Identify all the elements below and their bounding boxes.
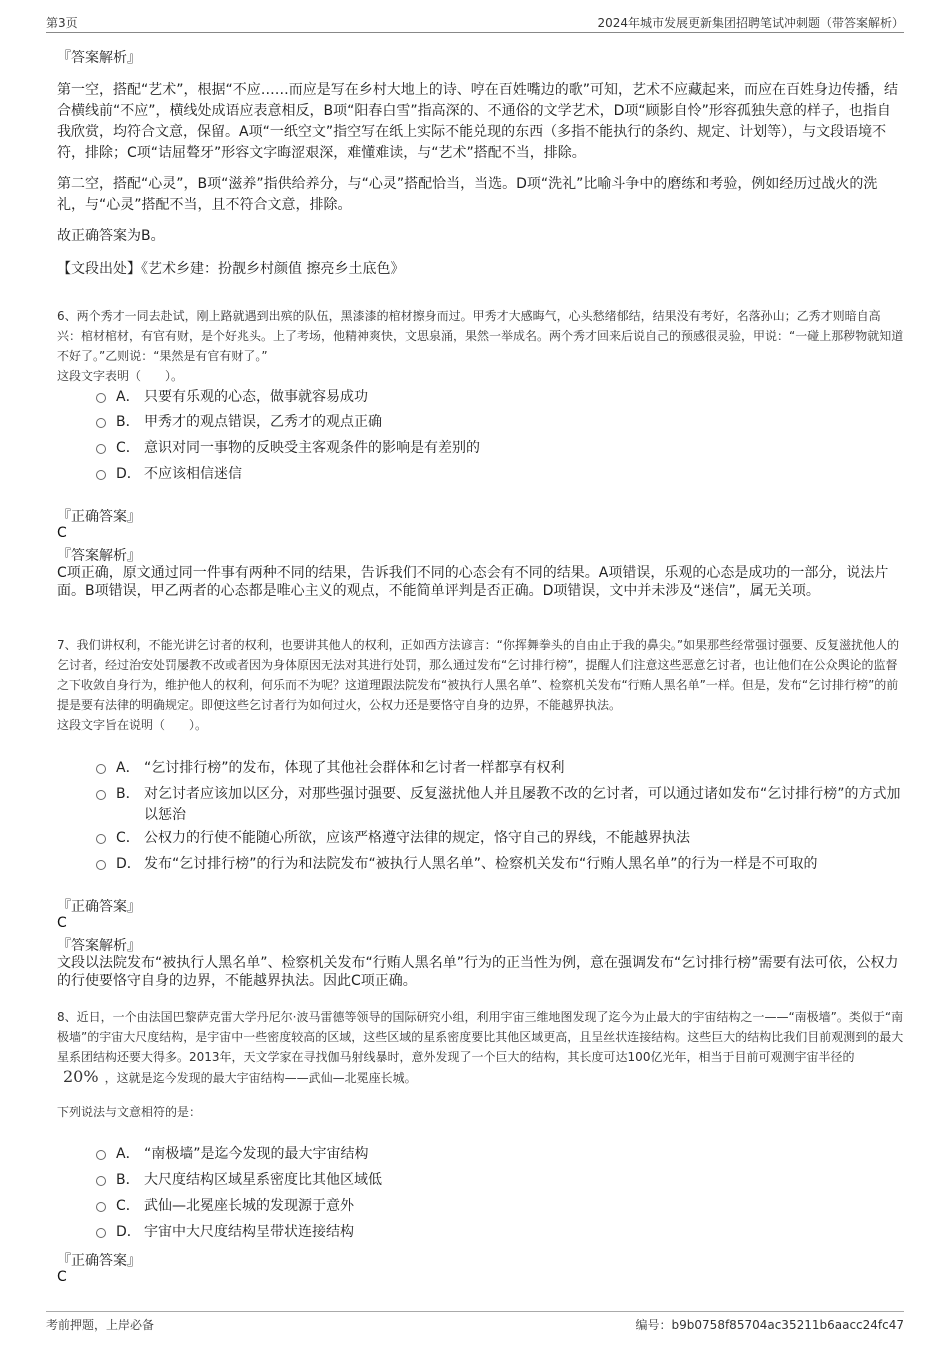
radio-icon[interactable] [96, 764, 106, 774]
q7-analysis-label: 『答案解析』 [57, 938, 141, 954]
footer-slogan: 考前押题，上岸必备 [46, 1318, 155, 1332]
radio-icon[interactable] [96, 860, 106, 870]
q6-option-a[interactable]: A． 只要有乐观的心态，做事就容易成功 [96, 387, 904, 408]
q8-option-b[interactable]: B． 大尺度结构区域星系密度比其他区域低 [96, 1170, 904, 1191]
radio-icon[interactable] [96, 1176, 106, 1186]
q6-option-d[interactable]: D． 不应该相信迷信 [96, 464, 904, 485]
q5-analysis-para2: 第二空，搭配“心灵”，B项“滋养”指供给养分，与“心灵”搭配恰当，当选。D项“洗礼”比喻斗争中的磨练和考验，例如经历过战火的洗礼，与“心灵”搭配不当，且不符合文意，排除。 [57, 176, 878, 213]
document-title: 2024年城市发展更新集团招聘笔试冲刺题（带答案解析） [597, 16, 904, 30]
q8-option-a[interactable]: A． “南极墙”是迄今发现的最大宇宙结构 [96, 1144, 904, 1165]
q6-analysis-label: 『答案解析』 [57, 548, 141, 564]
q7-analysis: 文段以法院发布“被执行人黑名单”、检察机关发布“行贿人黑名单”行为的正当性为例，意在强调发布“乞讨排行榜”需要有法可依，公权力的行使要恪守自身的边界，不能越界执法。因此C项正确。 [57, 955, 899, 989]
percent-value: 20% [63, 1067, 99, 1086]
q5-source: 【文段出处】《艺术乡建：扮靓乡村颜值 擦亮乡土底色》 [57, 261, 405, 277]
q8-answer-label: 『正确答案』 [57, 1253, 141, 1269]
q7-ask: 这段文字旨在说明（ ）。 [57, 718, 208, 732]
q6-answer: C [57, 525, 67, 541]
radio-icon[interactable] [96, 834, 106, 844]
q6-analysis: C项正确，原文通过同一件事有两种不同的结果，告诉我们不同的心态会有不同的结果。A项错误，乐观的心态是成功的一部分，说法片面。B项错误，甲乙两者的心态都是唯心主义的观点，不能简单评判是否正确。D项错误，文中并未涉及“迷信”，属无关项。 [57, 565, 889, 599]
q5-analysis-conclusion: 故正确答案为B。 [57, 228, 165, 244]
q5-analysis-label: 『答案解析』 [57, 50, 141, 66]
q6-stem-text: 6、两个秀才一同去赴试，刚上路就遇到出殡的队伍，黑漆漆的棺材擦身而过。甲秀才大感晦气，心头愁绪郁结，结果没有考好，名落孙山；乙秀才则暗自高兴：棺材棺材，有官有财，是个好兆头。上了考场，他精神爽快，文思泉涌，果然一举成名。两个秀才回来后说自己的预感很灵验，甲说：“一碰上那秽物就知道不好了。”乙则说：“果然是有官有财了。” [57, 309, 904, 363]
q6-answer-label: 『正确答案』 [57, 509, 141, 525]
radio-icon[interactable] [96, 1150, 106, 1160]
q8-answer: C [57, 1269, 67, 1285]
q6-option-c[interactable]: C． 意识对同一事物的反映受主客观条件的影响是有差别的 [96, 438, 904, 459]
page-header [46, 12, 904, 33]
q7-option-c[interactable]: C． 公权力的行使不能随心所欲，应该严格遵守法律的规定，恪守自己的界线，不能越界执法 [96, 828, 904, 849]
page-footer [46, 1311, 904, 1332]
q8-option-c[interactable]: C． 武仙—北冕座长城的发现源于意外 [96, 1196, 904, 1217]
q7-stem-text: 7、我们讲权利，不能光讲乞讨者的权利，也要讲其他人的权利，正如西方法谚言：“你挥舞拳头的自由止于我的鼻尖。”如果那些经常强讨强要、反复滋扰他人的乞讨者，经过治安处罚屡教不改或者因为身体原因无法对其进行处罚，那么通过发布“乞讨排行榜”，提醒人们注意这些恶意乞讨者，也让他们在公众舆论的监督之下收敛自身行为，维护他人的权利，何乐而不为呢？这道理跟法院发布“被执行人黑名单”、检察机关发布“行贿人黑名单”一样。但是，发布“乞讨排行榜”的前提是要有法律的明确规定。即便这些乞讨者行为如何过火，公权力还是要恪守自身的边界，不能越界执法。 [57, 638, 900, 712]
q7-option-a[interactable]: A． “乞讨排行榜”的发布，体现了其他社会群体和乞讨者一样都享有权利 [96, 758, 904, 779]
q5-analysis [57, 80, 904, 293]
q8-ask: 下列说法与文意相符的是： [57, 1105, 202, 1119]
document-id: 编号：b9b0758f85704ac35211b6aacc24fc47 [635, 1318, 904, 1332]
q6-stem [57, 306, 904, 386]
q7-answer: C [57, 915, 67, 931]
radio-icon[interactable] [96, 418, 106, 428]
radio-icon[interactable] [96, 790, 106, 800]
q8-stem-text: 8、近日，一个由法国巴黎萨克雷大学丹尼尔·波马雷德等领导的国际研究小组，利用宇宙三维地图发现了迄今为止最大的宇宙结构之一——“南极墙”。类似于“南极墙”的宇宙大尺度结构，是宇宙中一些密度较高的区域，这些区域的星系密度要比其他区域更高，且呈丝状连接结构。这些巨大的结构比我们目前观测到的最大星系团结构还要大得多。2013年，天文学家在寻找伽马射线暴时，意外发现了一个巨大的结构，其长度可达100亿光年，相当于目前可观测宇宙半径的20% ，这就是迄今发现的最大宇宙结构——武仙—北冕座长城。 [57, 1010, 904, 1086]
q7-answer-label: 『正确答案』 [57, 899, 141, 915]
q7-option-d[interactable]: D． 发布“乞讨排行榜”的行为和法院发布“被执行人黑名单”、检察机关发布“行贿人黑名单”的行为一样是不可取的 [96, 854, 904, 875]
q7-option-b[interactable]: B． 对乞讨者应该加以区分，对那些强讨强要、反复滋扰他人并且屡教不改的乞讨者，可以通过诸如发布“乞讨排行榜”的方式加以惩治 [96, 784, 904, 826]
radio-icon[interactable] [96, 1202, 106, 1212]
q5-analysis-para1: 第一空，搭配“艺术”，根据“不应……而应是写在乡村大地上的诗、哼在百姓嘴边的歌”可知，艺术不应藏起来，而应在百姓身边传播，结合横线前“不应”，横线处成语应表意相反，B项“阳春白雪”指高深的、不通俗的文学艺术，D项“顾影自怜”形容孤独失意的样子，也指自我欣赏，均符合文意，保留。A项“一纸空文”指空写在纸上实际不能兑现的东西（多指不能执行的条约、规定、计划等），与文段语境不符，排除；C项“诘屈聱牙”形容文字晦涩艰深，难懂难读，与“艺术”搭配不当，排除。 [57, 82, 899, 161]
q6-ask: 这段文字表明（ ）。 [57, 369, 184, 383]
radio-icon[interactable] [96, 444, 106, 454]
q7-stem [57, 635, 904, 735]
page-number: 第3页 [46, 16, 78, 30]
q8-option-d[interactable]: D． 宇宙中大尺度结构呈带状连接结构 [96, 1222, 904, 1243]
radio-icon[interactable] [96, 470, 106, 480]
q6-option-b[interactable]: B． 甲秀才的观点错误，乙秀才的观点正确 [96, 412, 904, 433]
q8-stem [57, 1007, 904, 1122]
radio-icon[interactable] [96, 393, 106, 403]
radio-icon[interactable] [96, 1228, 106, 1238]
